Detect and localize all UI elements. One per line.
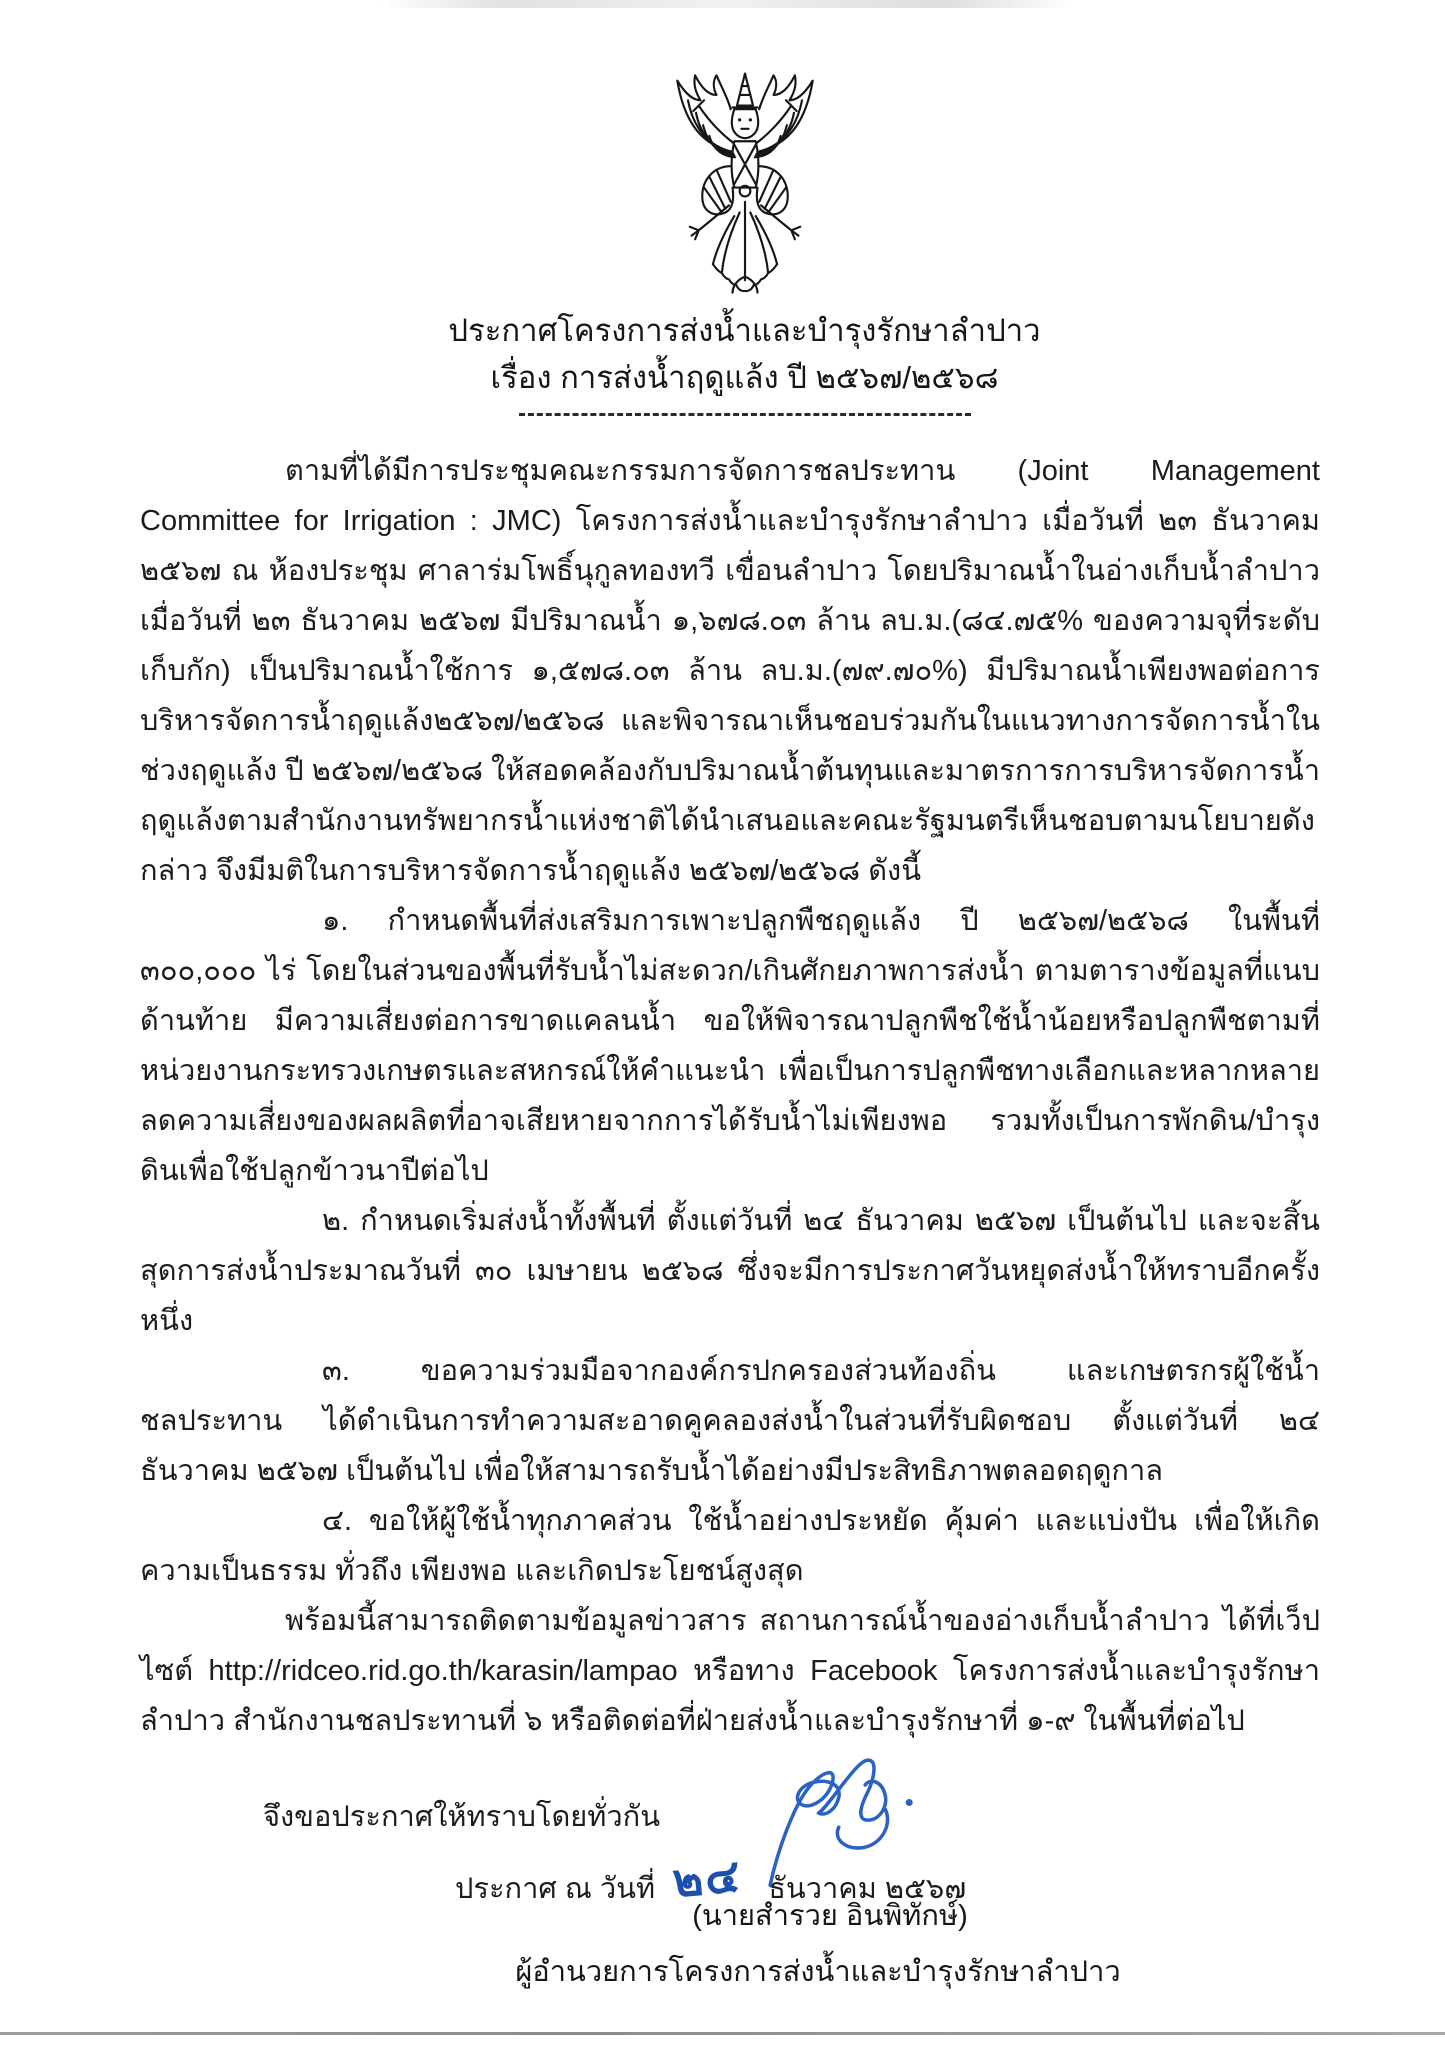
signer-position: ผู้อำนวยการโครงการส่งน้ำและบำรุงรักษาลำปาว [515,1956,1121,1988]
item-1-paragraph: ๑. กำหนดพื้นที่ส่งเสริมการเพาะปลูกพืชฤดูแล้ง ปี ๒๕๖๗/๒๕๖๘ ในพื้นที่ ๓๐๐,๐๐๐ ไร่ โดยในส่วนของพื้นที่รับน้ำไม่สะดวก/เกินศักยภาพการส่งน้ำ ตามตารางข้อมูลที่แนบด้านท้าย มีความเสี่ยงต่อการขาดแคลนน้ำ ขอให้พิจารณาปลูกพืชใช้น้ำน้อยหรือปลูกพืชตามที่หน่วยงานกระทรวงเกษตรและสหกรณ์ให้คำแนะนำ เพื่อเป็นการปลูกพืชทางเลือกและหลากหลาย ลดความเสี่ยงของผลผลิตที่อาจเสียหายจากการได้รับน้ำไม่เพียงพอ รวมทั้งเป็นการพักดิน/บำรุงดินเพื่อใช้ปลูกข้าวนาปีต่อไป [140,905,1320,1187]
scan-artifact-top [380,0,1070,8]
dashed-divider [519,413,971,416]
item-2-paragraph: ๒. กำหนดเริ่มส่งน้ำทั้งพื้นที่ ตั้งแต่วันที่ ๒๔ ธันวาคม ๒๕๖๗ เป็นต้นไป และจะสิ้นสุดการส่งน้ำประมาณวันที่ ๓๐ เมษายน ๒๕๖๘ ซึ่งจะมีการประกาศวันหยุดส่งน้ำให้ทราบอีกครั้งหนึ่ง [140,1205,1320,1337]
intro-paragraph: ตามที่ได้มีการประชุมคณะกรรมการจัดการชลประทาน (Joint Management Committee for Irrigation : JMC) โครงการส่งน้ำและบำรุงรักษาลำปาว เมื่อวันที่ ๒๓ ธันวาคม ๒๕๖๗ ณ ห้องประชุม ศาลาร่มโพธิ์นุกูลทองทวี เขื่อนลำปาว โดยปริมาณน้ำในอ่างเก็บน้ำลำปาว เมื่อวันที่ ๒๓ ธันวาคม ๒๕๖๗ มีปริมาณน้ำ ๑,๖๗๘.๐๓ ล้าน ลบ.ม.(๘๔.๗๕% ของความจุที่ระดับเก็บกัก) เป็นปริมาณน้ำใช้การ ๑,๕๗๘.๐๓ ล้าน ลบ.ม.(๗๙.๗๐%) มีปริมาณน้ำเพียงพอต่อการบริหารจัดการน้ำฤดูแล้ง๒๕๖๗/๒๕๖๘ และพิจารณาเห็นชอบร่วมกันในแนวทางการจัดการน้ำในช่วงฤดูแล้ง ปี ๒๕๖๗/๒๕๖๘ ให้สอดคล้องกับปริมาณน้ำต้นทุนและมาตรการการบริหารจัดการน้ำฤดูแล้งตามสำนักงานทรัพยากรน้ำแห่งชาติได้นำเสนอและคณะรัฐมนตรีเห็นชอบตามนโยบายดังกล่าว จึงมีมติในการบริหารจัดการน้ำฤดูแล้ง ๒๕๖๗/๒๕๖๘ ดังนี้ [140,455,1320,887]
date-prefix: ประกาศ ณ วันที่ [455,1873,656,1905]
announcement-line: จึงขอประกาศให้ทราบโดยทั่วกัน [263,1801,661,1833]
signature-block [380,1755,1280,1995]
handwritten-day: ๒๔ [670,1849,744,1907]
document-subject: เรื่อง การส่งน้ำฤดูแล้ง ปี ๒๕๖๗/๒๕๖๘ [490,360,999,395]
followup-paragraph: พร้อมนี้สามารถติดตามข้อมูลข่าวสาร สถานการณ์น้ำของอ่างเก็บน้ำลำปาว ได้ที่เว็ปไซต์ http://ridceo.rid.go.th/karasin/lampao หรือทาง Facebook โครงการส่งน้ำและบำรุงรักษาลำปาว สำนักงานชลประทานที่ ๖ หรือติดต่อที่ฝ่ายส่งน้ำและบำรุงรักษาที่ ๑-๙ ในพื้นที่ต่อไป [140,1605,1320,1737]
document-title: ประกาศโครงการส่งน้ำและบำรุงรักษาลำปาว [448,313,1041,348]
garuda-icon [647,70,843,298]
scan-artifact-bottom-line [0,2032,1445,2035]
document-body [140,446,1320,1746]
signature-icon [710,1755,950,1887]
date-rest: ธันวาคม ๒๕๖๗ [768,1873,967,1905]
item-4-paragraph: ๔. ขอให้ผู้ใช้น้ำทุกภาคส่วน ใช้น้ำอย่างประหยัด คุ้มค่า และแบ่งปัน เพื่อให้เกิดความเป็นธรรม ทั่วถึง เพียงพอ และเกิดประโยชน์สูงสุด [140,1505,1320,1587]
signer-name: (นายสำรวย อินพิทักษ์) [692,1900,968,1932]
item-3-paragraph: ๓. ขอความร่วมมือจากองค์กรปกครองส่วนท้องถิ่น และเกษตรกรผู้ใช้น้ำชลประทาน ได้ดำเนินการทำความสะอาดคูคลองส่งน้ำในส่วนที่รับผิดชอบ ตั้งแต่วันที่ ๒๔ ธันวาคม ๒๕๖๗ เป็นต้นไป เพื่อให้สามารถรับน้ำได้อย่างมีประสิทธิภาพตลอดฤดูกาล [140,1355,1320,1487]
garuda-emblem [647,70,843,303]
